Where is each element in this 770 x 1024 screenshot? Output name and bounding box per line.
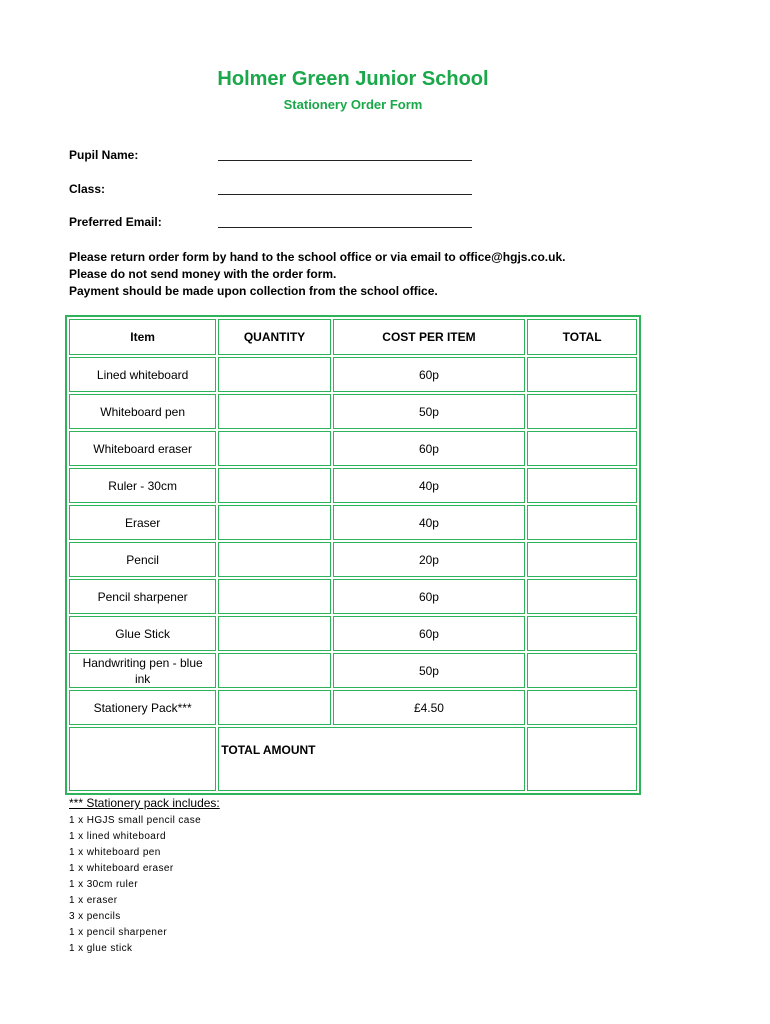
table-row [69, 690, 637, 725]
total-cell[interactable] [527, 616, 637, 651]
cost-cell: 50p [333, 653, 525, 688]
item-cell: Stationery Pack*** [69, 690, 216, 725]
cost-cell: 60p [333, 431, 525, 466]
cost-cell: 40p [333, 505, 525, 540]
quantity-cell[interactable] [218, 505, 330, 540]
header-total: TOTAL [527, 319, 637, 355]
total-cell[interactable] [527, 579, 637, 614]
cost-cell: 20p [333, 542, 525, 577]
email-label: Preferred Email: [69, 215, 162, 229]
instructions [69, 249, 565, 300]
cost-cell: 60p [333, 616, 525, 651]
list-item: 3 x pencils [69, 911, 121, 922]
list-item: 1 x eraser [69, 895, 118, 906]
class-label: Class: [69, 182, 106, 196]
total-cell[interactable] [527, 468, 637, 503]
quantity-cell[interactable] [218, 653, 330, 688]
total-blank-cell [69, 727, 216, 791]
list-item: 1 x whiteboard pen [69, 847, 161, 858]
item-cell: Whiteboard pen [69, 394, 216, 429]
total-cell[interactable] [527, 542, 637, 577]
table-row [69, 505, 637, 540]
cost-cell: 60p [333, 357, 525, 392]
list-item: 1 x HGJS small pencil case [69, 815, 202, 826]
quantity-cell[interactable] [218, 690, 330, 725]
list-item: 1 x pencil sharpener [69, 927, 168, 938]
instruction-line: Please return order form by hand to the school office or via email to office@hgjs.co.uk. [69, 250, 566, 264]
total-cell[interactable] [527, 357, 637, 392]
item-cell: Eraser [69, 505, 216, 540]
table-row [69, 616, 637, 651]
quantity-cell[interactable] [218, 616, 330, 651]
table-row [69, 431, 637, 466]
table-row [69, 653, 637, 688]
list-item: 1 x lined whiteboard [69, 831, 166, 842]
total-cell[interactable] [527, 690, 637, 725]
order-table [65, 315, 641, 795]
instruction-line: Payment should be made upon collection from the school office. [69, 284, 438, 298]
item-cell: Glue Stick [69, 616, 216, 651]
header-item: Item [69, 319, 216, 355]
item-cell: Lined whiteboard [69, 357, 216, 392]
instruction-line: Please do not send money with the order form. [69, 267, 337, 281]
quantity-cell[interactable] [218, 579, 330, 614]
pupil-name-line[interactable] [218, 160, 472, 161]
cost-cell: 40p [333, 468, 525, 503]
item-cell: Ruler - 30cm [69, 468, 216, 503]
total-cell[interactable] [527, 505, 637, 540]
table-row [69, 468, 637, 503]
item-cell: Handwriting pen - blue ink [69, 653, 216, 688]
quantity-cell[interactable] [218, 468, 330, 503]
item-cell: Pencil sharpener [69, 579, 216, 614]
item-cell: Pencil [69, 542, 216, 577]
total-amount-label: TOTAL AMOUNT [218, 727, 525, 791]
form-title: Stationery Order Form [283, 97, 423, 112]
quantity-cell[interactable] [218, 431, 330, 466]
list-item: 1 x whiteboard eraser [69, 863, 174, 874]
school-name: Holmer Green Junior School [217, 68, 489, 90]
total-amount-cell[interactable] [527, 727, 637, 791]
quantity-cell[interactable] [218, 394, 330, 429]
list-item: 1 x 30cm ruler [69, 879, 138, 890]
quantity-cell[interactable] [218, 542, 330, 577]
table-row [69, 394, 637, 429]
header-cost: COST PER ITEM [333, 319, 525, 355]
total-cell[interactable] [527, 653, 637, 688]
cost-cell: 60p [333, 579, 525, 614]
table-row [69, 357, 637, 392]
table-row [69, 579, 637, 614]
email-line[interactable] [218, 227, 472, 228]
total-amount-row [69, 727, 637, 791]
total-cell[interactable] [527, 394, 637, 429]
header-quantity: QUANTITY [218, 319, 330, 355]
quantity-cell[interactable] [218, 357, 330, 392]
class-line[interactable] [218, 194, 472, 195]
table-row [69, 542, 637, 577]
pack-contents [69, 796, 220, 957]
cost-cell: £4.50 [333, 690, 525, 725]
list-item: 1 x glue stick [69, 943, 133, 954]
cost-cell: 50p [333, 394, 525, 429]
pack-title: *** Stationery pack includes: [69, 796, 220, 810]
table-header-row [69, 319, 637, 355]
pupil-name-label: Pupil Name: [69, 148, 139, 162]
item-cell: Whiteboard eraser [69, 431, 216, 466]
total-cell[interactable] [527, 431, 637, 466]
